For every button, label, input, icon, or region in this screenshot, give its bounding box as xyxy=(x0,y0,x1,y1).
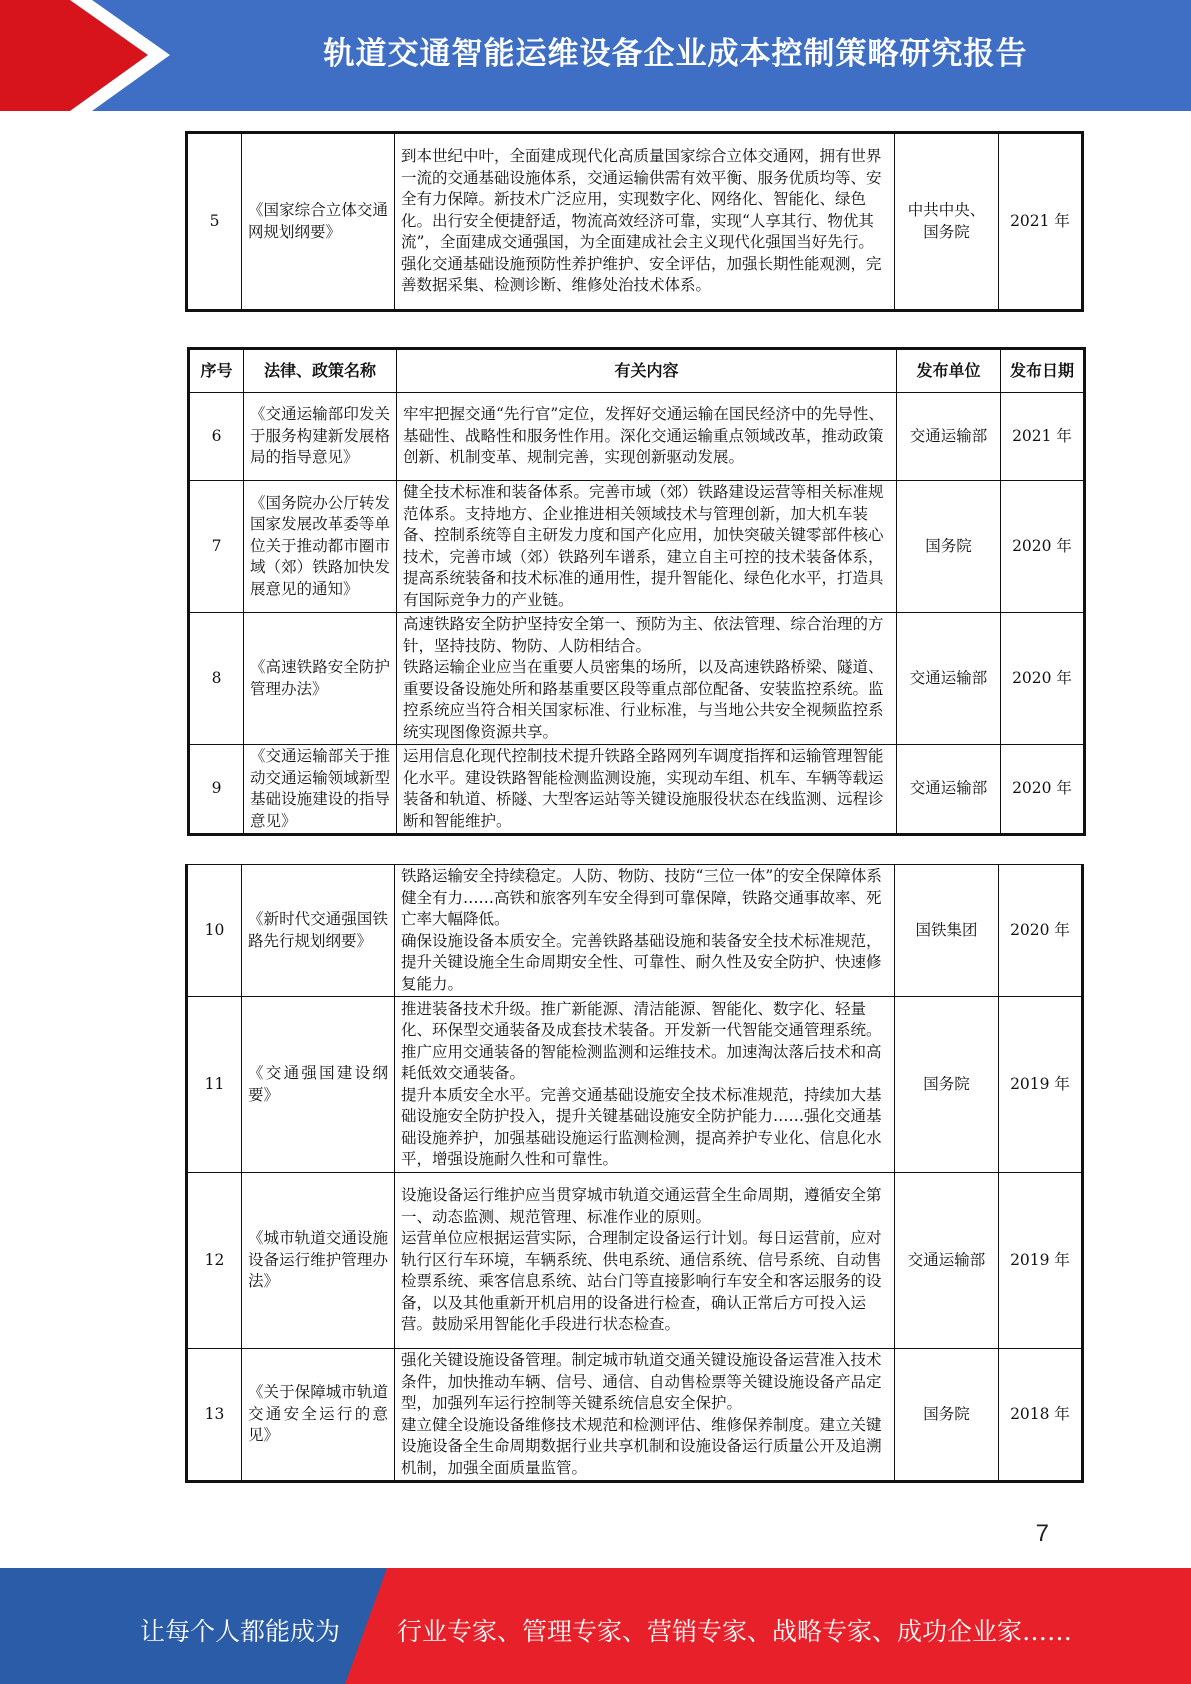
policy-content xyxy=(395,1349,895,1482)
issuing-unit: 交通运输部 xyxy=(897,745,1001,835)
table-row xyxy=(187,997,1083,1173)
policy-content xyxy=(397,613,897,745)
column-header-name: 法律、政策名称 xyxy=(244,349,397,393)
table-row xyxy=(189,613,1085,745)
issue-year: 2020 年 xyxy=(1001,613,1085,745)
issuing-unit: 交通运输部 xyxy=(897,613,1001,745)
content-paragraph: 高速铁路安全防护坚持安全第一、预防为主、依法管理、综合治理的方针，坚持技防、物防、人防相结合。 xyxy=(403,615,884,655)
issuing-unit: 国务院 xyxy=(895,1349,999,1482)
row-number: 13 xyxy=(187,1349,242,1482)
issue-year: 2021 年 xyxy=(999,133,1083,311)
issuing-unit: 交通运输部 xyxy=(897,393,1001,481)
table-row xyxy=(189,745,1085,835)
policy-content xyxy=(395,133,895,311)
table-row xyxy=(187,1349,1083,1482)
page-header xyxy=(0,0,1191,111)
policy-table-part-3 xyxy=(185,864,1084,1483)
content-paragraph: 建立健全设施设备维修技术规范和检测评估、维修保养制度。建立关键设施设备全生命周期数据行业共享机制和设施设备运行质量公开及追溯机制，加强全面质量监管。 xyxy=(401,1415,882,1477)
policy-content xyxy=(395,865,895,997)
row-number: 10 xyxy=(187,865,242,997)
row-number: 11 xyxy=(187,997,242,1173)
policy-content xyxy=(397,745,897,835)
column-header-no: 序号 xyxy=(189,349,244,393)
content-paragraph: 铁路运输企业应当在重要人员密集的场所，以及高速铁路桥梁、隧道、重要设备设施处所和路基重要区段等重点部位配备、安装监控系统。监控系统应当符合相关国家标准、行业标准，与当地公共安全视频监控系统实现图像资源共享。 xyxy=(403,658,884,741)
row-number: 12 xyxy=(187,1173,242,1349)
row-number: 9 xyxy=(189,745,244,835)
policy-name: 《交通运输部关于推动交通运输领域新型基础设施建设的指导意见》 xyxy=(244,745,397,835)
issue-year: 2018 年 xyxy=(999,1349,1083,1482)
table-row xyxy=(189,481,1085,613)
column-header-date: 发布日期 xyxy=(1001,349,1085,393)
row-number: 6 xyxy=(189,393,244,481)
content-paragraph: 牢牢把握交通“先行官”定位，发挥好交通运输在国民经济中的先导性、基础性、战略性和服务性作用。深化交通运输重点领域改革，推动政策创新、机制变革、规制完善，实现创新驱动发展。 xyxy=(403,405,884,467)
content-paragraph: 到本世纪中叶，全面建成现代化高质量国家综合立体交通网，拥有世界一流的交通基础设施体系，交通运输供需有效平衡、服务优质均等、安全有力保障。新技术广泛应用，实现数字化、网络化、智能化、绿色化。出行安全便捷舒适，物流高效经济可靠，实现“人享其行、物优其流”，全面建成交通强国，为全面建成社会主义现代化强国当好先行。 xyxy=(401,147,882,252)
issuing-unit: 国铁集团 xyxy=(895,865,999,997)
row-number: 8 xyxy=(189,613,244,745)
issue-year: 2021 年 xyxy=(1001,393,1085,481)
content-paragraph: 运营单位应根据运营实际，合理制定设备运行计划。每日运营前，应对轨行区行车环境，车辆系统、供电系统、通信系统、信号系统、自动售检票系统、乘客信息系统、站台门等直接影响行车安全和客运服务的设备，以及其他重新开机启用的设备进行检查，确认正常后方可投入运营。鼓励采用智能化手段进行状态检查。 xyxy=(401,1229,882,1334)
content-paragraph: 强化交通基础设施预防性养护维护、安全评估，加强长期性能观测，完善数据采集、检测诊断、维修处治技术体系。 xyxy=(401,254,882,295)
issuing-unit: 中共中央、国务院 xyxy=(895,133,999,311)
table-header-row xyxy=(189,349,1085,393)
policy-name: 《交通强国建设纲要》 xyxy=(242,997,395,1173)
policy-content xyxy=(397,481,897,613)
table-row xyxy=(187,133,1083,311)
table-row xyxy=(187,1173,1083,1349)
content-paragraph: 铁路运输安全持续稳定。人防、物防、技防“三位一体”的安全保障体系健全有力……高铁和旅客列车安全得到可靠保障，铁路交通事故率、死亡率大幅降低。 xyxy=(401,867,882,928)
footer-slogan-right: 行业专家、管理专家、营销专家、战略专家、成功企业家…… xyxy=(397,1617,1073,1646)
content-paragraph: 强化关键设施设备管理。制定城市轨道交通关键设施设备运营准入技术条件，加快推动车辆、信号、通信、自动售检票等关键设施设备产品定型，加强列车运行控制等关键系统信息安全保护。 xyxy=(401,1351,882,1412)
column-header-content: 有关内容 xyxy=(397,349,897,393)
content-paragraph: 健全技术标准和装备体系。完善市域（郊）铁路建设运营等相关标准规范体系。支持地方、企业推进相关领域技术与管理创新，加大机车装备、控制系统等自主研发力度和国产化应用，加快突破关键零部件核心技术，完善市域（郊）铁路列车谱系，建立自主可控的技术装备体系，提高系统装备和技术标准的通用性，提升智能化、绿色化水平，打造具有国际竞争力的产业链。 xyxy=(403,483,884,609)
issuing-unit: 交通运输部 xyxy=(895,1173,999,1349)
issue-year: 2020 年 xyxy=(1001,745,1085,835)
policy-name: 《关于保障城市轨道交通安全运行的意见》 xyxy=(242,1349,395,1482)
policy-name: 《城市轨道交通设施设备运行维护管理办法》 xyxy=(242,1173,395,1349)
policy-name: 《国务院办公厅转发国家发展改革委等单位关于推动都市圈市域（郊）铁路加快发展意见的通知》 xyxy=(244,481,397,613)
policy-name: 《交通运输部印发关于服务构建新发展格局的指导意见》 xyxy=(244,393,397,481)
row-number: 7 xyxy=(189,481,244,613)
table-row xyxy=(189,393,1085,481)
issue-year: 2019 年 xyxy=(999,1173,1083,1349)
content-paragraph: 推进装备技术升级。推广新能源、清洁能源、智能化、数字化、轻量化、环保型交通装备及成套技术装备。开发新一代智能交通管理系统。推广应用交通装备的智能检测监测和运维技术。加速淘汰落后技术和高耗低效交通装备。 xyxy=(401,999,882,1082)
issue-year: 2020 年 xyxy=(999,865,1083,997)
policy-content xyxy=(395,997,895,1173)
issue-year: 2019 年 xyxy=(999,997,1083,1173)
content-paragraph: 提升本质安全水平。完善交通基础设施安全技术标准规范，持续加大基础设施安全防护投入，提升关键基础设施安全防护能力……强化交通基础设施养护，加强基础设施运行监测检测，提高养护专业化、信息化水平，增强设施耐久性和可靠性。 xyxy=(401,1085,882,1168)
report-title: 轨道交通智能运维设备企业成本控制策略研究报告 xyxy=(323,36,1028,72)
policy-name: 《国家综合立体交通网规划纲要》 xyxy=(242,133,395,311)
content-paragraph: 运用信息化现代控制技术提升铁路全路网列车调度指挥和运输管理智能化水平。建设铁路智能检测监测设施，实现动车组、机车、车辆等载运装备和轨道、桥隧、大型客运站等关键设施服役状态在线监测、远程诊断和智能维护。 xyxy=(403,747,884,830)
content-paragraph: 设施设备运行维护应当贯穿城市轨道交通运营全生命周期，遵循安全第一、动态监测、规范管理、标准作业的原则。 xyxy=(401,1186,882,1226)
policy-content xyxy=(397,393,897,481)
footer-slogan-left: 让每个人都能成为 xyxy=(140,1617,341,1646)
content-paragraph: 确保设施设备本质安全。完善铁路基础设施和装备安全技术标准规范，提升关键设施全生命周期安全性、可靠性、耐久性及安全防护、快速修复能力。 xyxy=(401,931,882,993)
page-footer xyxy=(0,1568,1191,1684)
column-header-unit: 发布单位 xyxy=(897,349,1001,393)
issuing-unit: 国务院 xyxy=(895,997,999,1173)
policy-name: 《新时代交通强国铁路先行规划纲要》 xyxy=(242,865,395,997)
policy-content xyxy=(395,1173,895,1349)
policy-table-part-2 xyxy=(187,347,1086,836)
issuing-unit: 国务院 xyxy=(897,481,1001,613)
table-row xyxy=(187,865,1083,997)
policy-table-part-1 xyxy=(185,131,1084,312)
row-number: 5 xyxy=(187,133,242,311)
issue-year: 2020 年 xyxy=(1001,481,1085,613)
page-number: 7 xyxy=(1035,1520,1049,1547)
policy-name: 《高速铁路安全防护管理办法》 xyxy=(244,613,397,745)
